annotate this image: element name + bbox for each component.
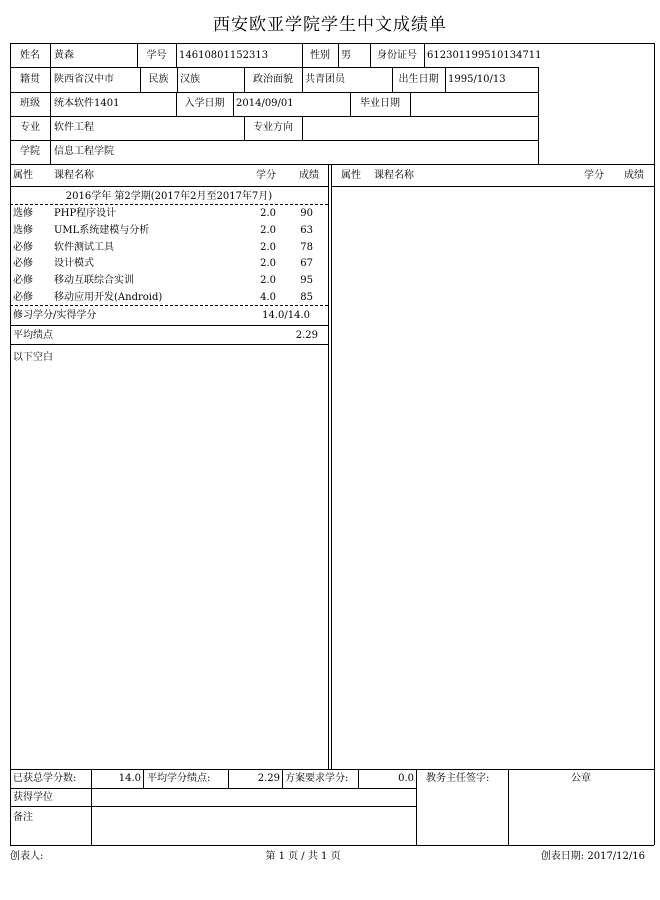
gender-value: 男 — [341, 50, 351, 61]
course-name: 软件测试工具 — [54, 241, 114, 253]
origin-label: 籍贯 — [20, 74, 40, 85]
left-col-credit: 学分 — [256, 170, 276, 181]
college-value: 信息工程学院 — [54, 146, 114, 157]
right-col-credit: 学分 — [584, 170, 604, 181]
course-score: 63 — [300, 224, 313, 236]
birth-value: 1995/10/13 — [448, 74, 506, 85]
course-credit: 2.0 — [260, 208, 276, 219]
enroll-label: 入学日期 — [184, 98, 225, 109]
course-attr: 选修 — [13, 208, 33, 219]
remark-label: 备注 — [13, 812, 33, 823]
course-attr: 必修 — [13, 292, 33, 303]
course-name: 移动互联综合实训 — [54, 275, 134, 287]
total-credits-value: 14.0 — [118, 773, 141, 784]
course-credit: 2.0 — [260, 224, 276, 236]
course-score: 78 — [300, 241, 313, 253]
direction-label: 专业方向 — [253, 122, 293, 133]
course-name: 设计模式 — [54, 258, 94, 270]
student-id-value: 14610801152313 — [179, 50, 269, 61]
course-credit: 2.0 — [260, 258, 276, 270]
idcard-label: 身份证号 — [377, 50, 417, 61]
creator-label: 创表人: — [10, 851, 44, 862]
course-attr: 必修 — [13, 275, 33, 287]
required-credits-value: 0.0 — [398, 773, 414, 784]
seal-label: 公章 — [571, 773, 591, 784]
avg-gpa-label: 平均学分绩点: — [147, 773, 211, 784]
course-name: PHP程序设计 — [54, 208, 117, 219]
course-attr: 必修 — [13, 258, 33, 270]
left-col-course: 课程名称 — [54, 170, 94, 181]
credits-label: 修习学分/实得学分 — [13, 310, 97, 321]
course-score: 90 — [300, 208, 313, 219]
left-col-score: 成绩 — [299, 170, 319, 181]
course-credit: 4.0 — [260, 292, 276, 303]
gpa-value: 2.29 — [295, 330, 318, 341]
right-col-course: 课程名称 — [374, 170, 414, 181]
course-name: UML系统建模与分析 — [54, 224, 150, 236]
major-label: 专业 — [20, 122, 40, 133]
course-name: 移动应用开发(Android) — [54, 292, 163, 303]
grad-label: 毕业日期 — [360, 98, 400, 109]
gpa-label: 平均绩点 — [13, 330, 53, 341]
created-date: 创表日期: 2017/12/16 — [540, 851, 645, 862]
required-credits-label: 方案要求学分: — [285, 773, 349, 784]
idcard-value: 612301199510134711 — [427, 50, 542, 61]
avg-gpa-value: 2.29 — [257, 773, 280, 784]
class-value: 统本软件1401 — [54, 98, 120, 109]
class-label: 班级 — [20, 98, 40, 109]
major-value: 软件工程 — [54, 122, 94, 133]
semester-heading: 2016学年 第2学期(2017年2月至2017年7月) — [65, 191, 273, 202]
course-score: 85 — [300, 292, 313, 303]
political-label: 政治面貌 — [253, 74, 293, 85]
political-value: 共青团员 — [305, 74, 345, 85]
right-col-score: 成绩 — [624, 170, 644, 181]
college-label: 学院 — [20, 146, 40, 157]
course-attr: 必修 — [13, 241, 33, 253]
enroll-value: 2014/09/01 — [236, 98, 294, 109]
credits-value: 14.0/14.0 — [262, 310, 310, 321]
ethnic-value: 汉族 — [180, 74, 200, 85]
course-credit: 2.0 — [260, 241, 276, 253]
course-attr: 选修 — [13, 224, 33, 236]
right-col-attr: 属性 — [341, 170, 361, 181]
name-label: 姓名 — [20, 50, 40, 61]
degree-label: 获得学位 — [13, 792, 53, 803]
course-score: 67 — [300, 258, 313, 270]
name-value: 黄森 — [54, 50, 74, 61]
student-id-label: 学号 — [146, 50, 167, 61]
origin-value: 陕西省汉中市 — [54, 74, 114, 85]
director-sign-label: 教务主任签字: — [426, 773, 490, 784]
total-credits-label: 已获总学分数: — [13, 773, 77, 784]
birth-label: 出生日期 — [398, 74, 439, 85]
blank-note: 以下空白 — [13, 352, 53, 363]
page-title: 西安欧亚学院学生中文成绩单 — [213, 15, 447, 35]
course-credit: 2.0 — [260, 275, 276, 287]
course-score: 95 — [300, 275, 313, 287]
ethnic-label: 民族 — [148, 74, 169, 85]
left-col-attr: 属性 — [13, 170, 33, 181]
page-number: 第 1 页 / 共 1 页 — [265, 851, 341, 862]
gender-label: 性别 — [310, 50, 330, 61]
